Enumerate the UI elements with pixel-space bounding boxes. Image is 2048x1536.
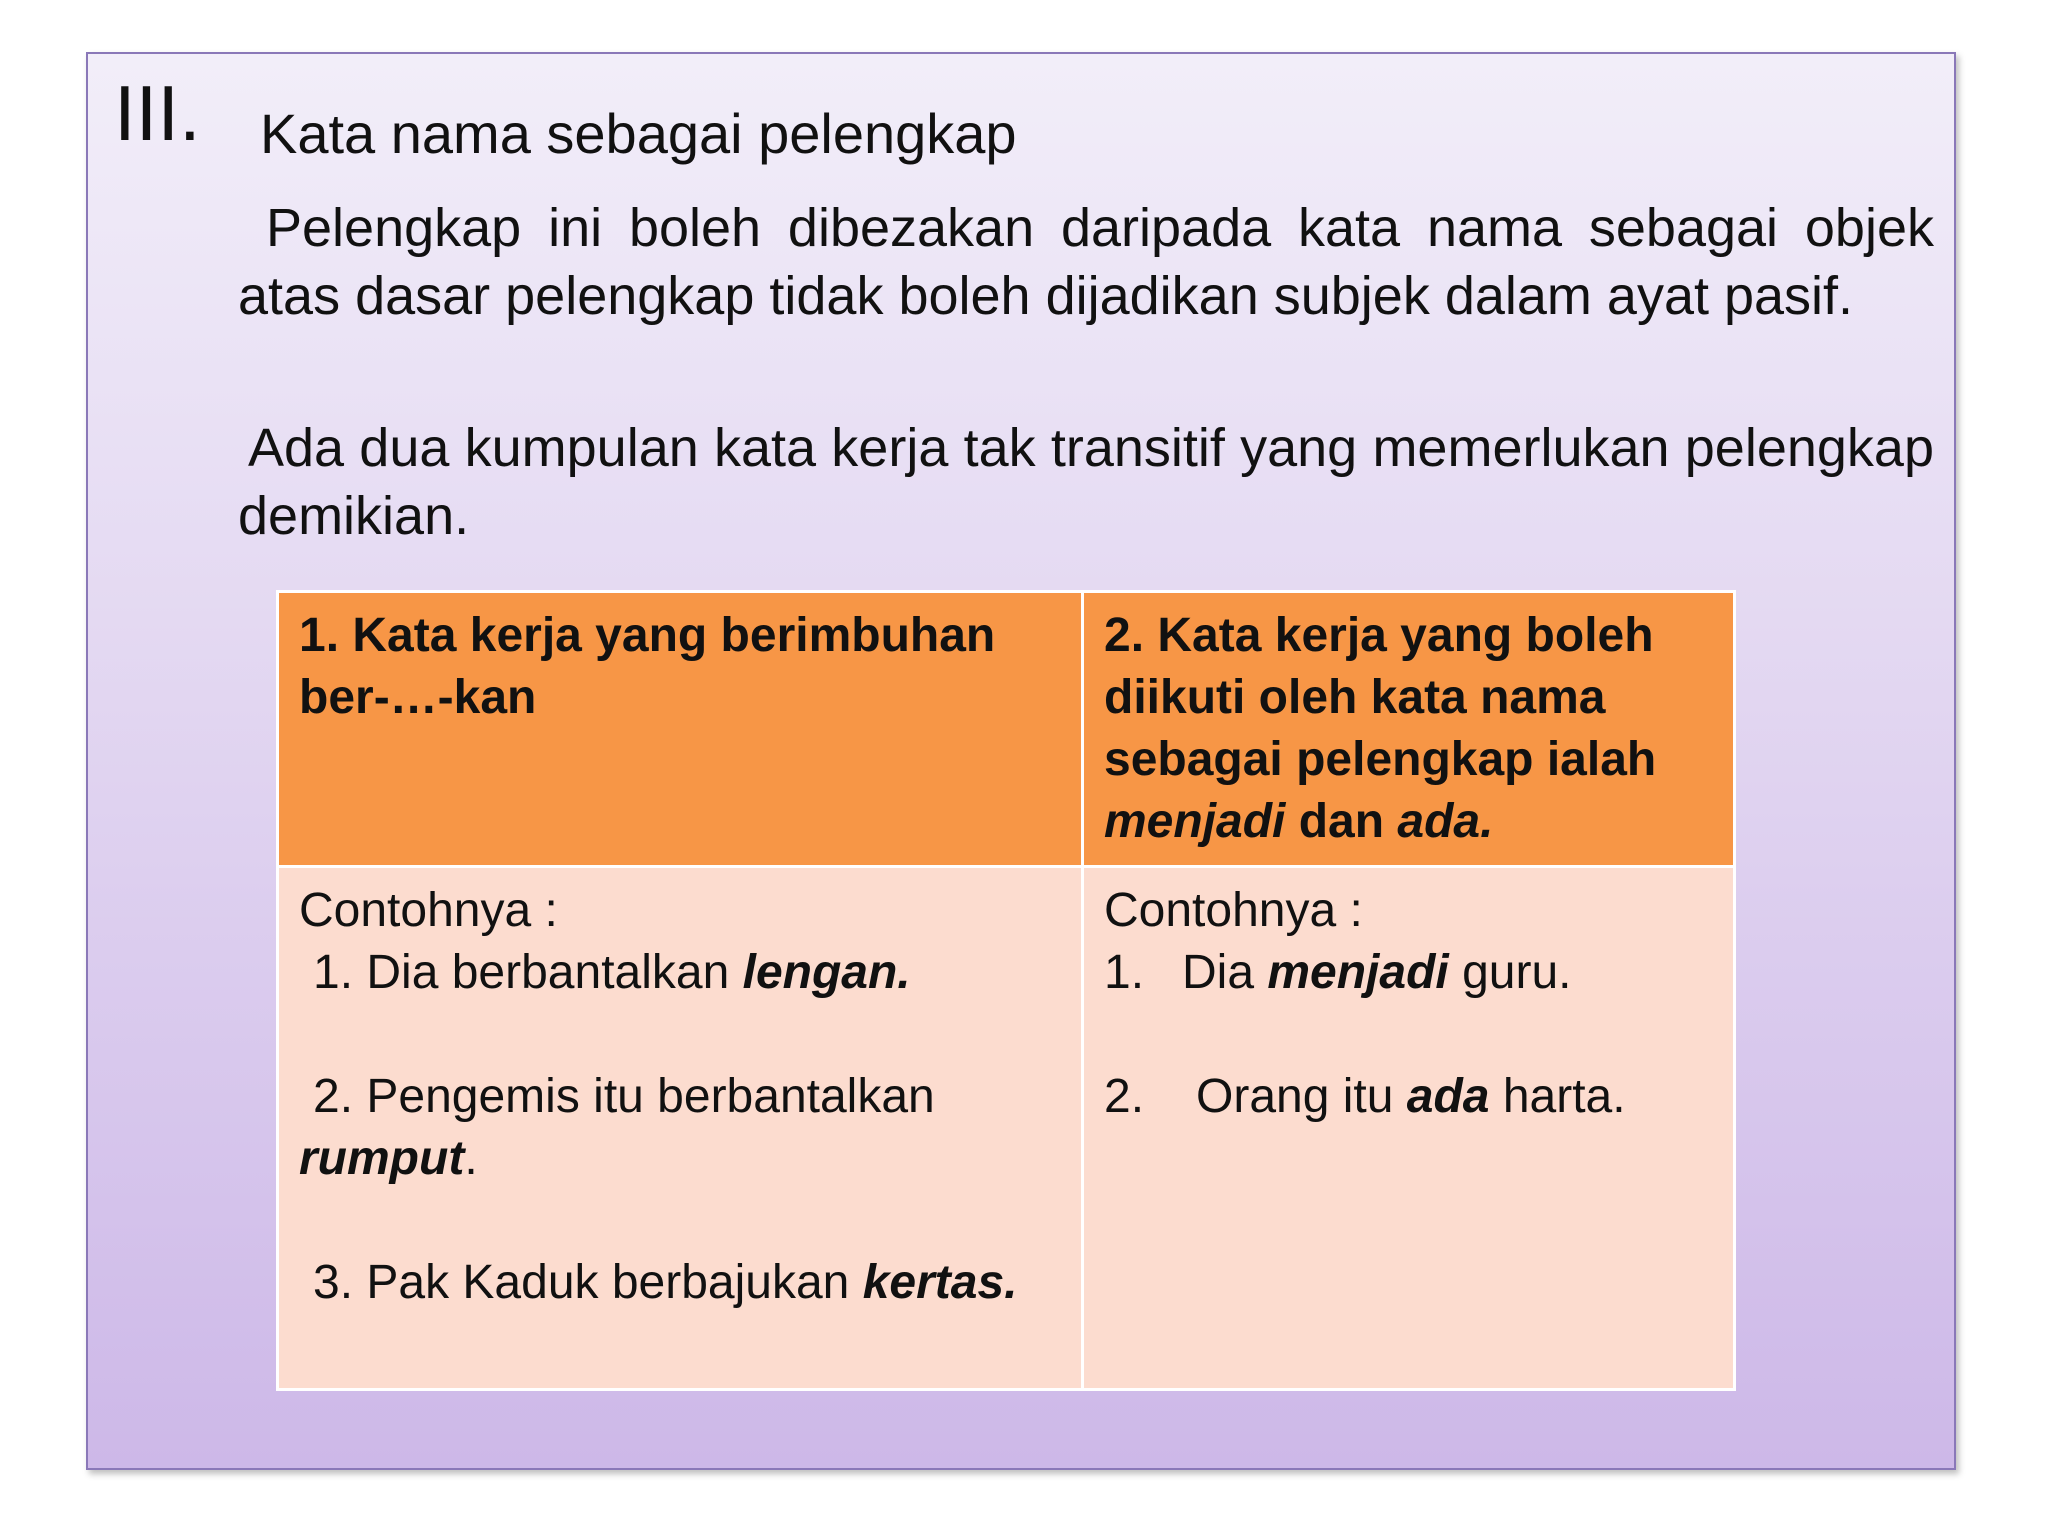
table-header-row <box>278 592 1735 867</box>
header-2-mid: dan <box>1285 795 1398 848</box>
example-emphasis: lengan. <box>742 946 911 999</box>
header-2-em-ada: ada. <box>1397 795 1494 848</box>
paragraph-1: Pelengkap ini boleh dibezakan daripada kata nama sebagai objek atas dasar pelengkap tidak boleh dijadikan subjek dalam ayat pasif. <box>238 198 1934 326</box>
list-item <box>1104 942 1713 1004</box>
example-number: 2. <box>1104 1070 1145 1123</box>
list-item <box>299 942 1061 1004</box>
slide <box>86 52 1956 1470</box>
header-1-text: 1. Kata kerja yang berimbuhan ber-…-kan <box>299 609 996 724</box>
list-item <box>1104 1066 1713 1128</box>
example-text: 1. Dia berbantalkan <box>313 946 743 999</box>
section-numeral: III. <box>114 69 201 157</box>
header-2-em-menjadi: menjadi <box>1104 795 1286 848</box>
example-emphasis: ada <box>1406 1070 1490 1123</box>
example-text: Orang itu <box>1196 1070 1407 1123</box>
list-item <box>299 1066 1061 1190</box>
slide-heading: Kata nama sebagai pelengkap <box>260 102 1017 165</box>
paragraph-2: Ada dua kumpulan kata kerja tak transitif yang memerlukan pelengkap demikian. <box>238 418 1934 546</box>
example-intro-2: Contohnya : <box>1104 884 1363 937</box>
header-2-text: 2. Kata kerja yang boleh diikuti oleh kata nama sebagai pelengkap ialah <box>1104 609 1657 786</box>
table-body-row <box>278 867 1735 1390</box>
example-suffix: harta. <box>1489 1070 1626 1123</box>
body-cell-1 <box>278 867 1083 1390</box>
example-intro-1: Contohnya : <box>299 884 558 937</box>
example-emphasis: rumput <box>299 1132 465 1185</box>
header-cell-1 <box>278 592 1083 867</box>
example-suffix: . <box>464 1132 478 1185</box>
example-text: Dia <box>1182 946 1268 999</box>
example-emphasis: menjadi <box>1267 946 1449 999</box>
example-number: 1. <box>1104 946 1145 999</box>
list-item <box>299 1252 1061 1314</box>
example-emphasis: kertas. <box>862 1256 1018 1309</box>
example-text: 3. Pak Kaduk berbajukan <box>313 1256 863 1309</box>
header-cell-2 <box>1083 592 1735 867</box>
verb-groups-table <box>276 590 1736 1391</box>
example-suffix: guru. <box>1448 946 1572 999</box>
example-text: 2. Pengemis itu berbantalkan <box>313 1070 935 1123</box>
body-cell-2 <box>1083 867 1735 1390</box>
